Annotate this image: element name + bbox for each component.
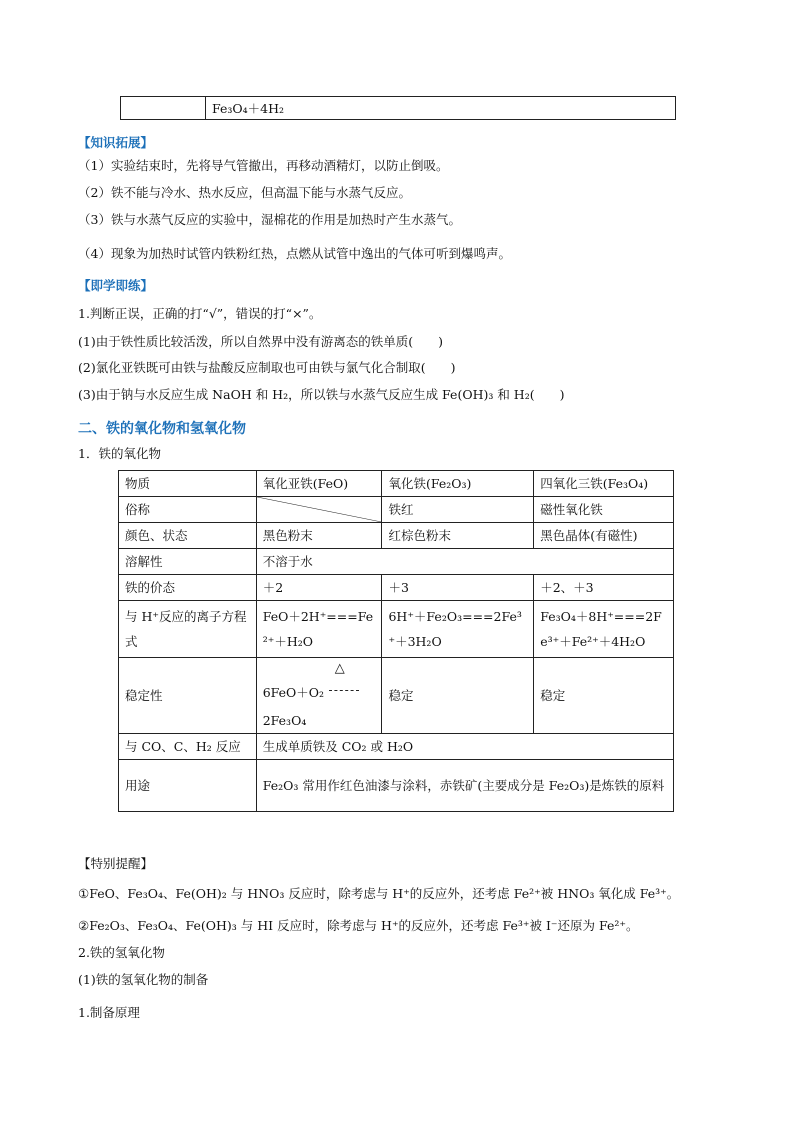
hydroxide-title: 2.铁的氢氧化物 bbox=[78, 945, 165, 960]
knowledge-item-2: （2）铁不能与冷水、热水反应，但高温下能与水蒸气反应。 bbox=[78, 185, 411, 200]
cell: ＋3 bbox=[382, 575, 534, 601]
practice-heading: 【即学即练】 bbox=[78, 278, 154, 293]
table-row bbox=[119, 658, 674, 734]
heat-triangle-icon: △ bbox=[334, 660, 345, 676]
cell: 磁性氧化铁 bbox=[534, 497, 674, 523]
reminder-item-2: ②Fe₂O₃、Fe₃O₄、Fe(OH)₃ 与 HI 反应时，除考虑与 H⁺的反应外，还考虑 Fe³⁺被 I⁻还原为 Fe²⁺。 bbox=[78, 918, 639, 933]
header-cell: 物质 bbox=[119, 471, 257, 497]
row-label: 铁的价态 bbox=[119, 575, 257, 601]
row-label: 稳定性 bbox=[119, 658, 257, 734]
header-cell: 四氧化三铁(Fe₃O₄) bbox=[534, 471, 674, 497]
reminder-heading: 【特别提醒】 bbox=[78, 856, 154, 871]
cell: 红棕色粉末 bbox=[382, 523, 534, 549]
cell: ＋2 bbox=[256, 575, 382, 601]
diagonal-line bbox=[257, 497, 382, 522]
reaction-dashed-line bbox=[329, 690, 359, 691]
practice-item-2: (2)氯化亚铁既可由铁与盐酸反应制取也可由铁与氯气化合制取( ) bbox=[78, 360, 456, 375]
knowledge-item-3: （3）铁与水蒸气反应的实验中，湿棉花的作用是加热时产生水蒸气。 bbox=[78, 212, 461, 227]
top-table-right-cell: Fe₃O₄＋4H₂ bbox=[206, 97, 676, 120]
table-row bbox=[119, 523, 674, 549]
practice-item-1: (1)由于铁性质比较活泼，所以自然界中没有游离态的铁单质( ) bbox=[78, 334, 443, 349]
practice-intro: 1.判断正误，正确的打“√”，错误的打“×”。 bbox=[78, 306, 322, 321]
cell: 生成单质铁及 CO₂ 或 H₂O bbox=[256, 734, 673, 760]
cell: 6H⁺＋Fe₂O₃===2Fe³⁺＋3H₂O bbox=[382, 601, 534, 658]
row-label: 俗称 bbox=[119, 497, 257, 523]
cell: 稳定 bbox=[534, 658, 674, 734]
knowledge-item-4: （4）现象为加热时试管内铁粉红热，点燃从试管中逸出的气体可听到爆鸣声。 bbox=[78, 246, 511, 261]
iron-oxide-table bbox=[118, 470, 674, 812]
cell: 黑色粉末 bbox=[256, 523, 382, 549]
table-row bbox=[119, 549, 674, 575]
diagonal-cell bbox=[256, 497, 382, 523]
table-row bbox=[119, 471, 674, 497]
section-title: 二、铁的氧化物和氢氧化物 bbox=[78, 421, 246, 437]
row-label: 颜色、状态 bbox=[119, 523, 257, 549]
reminder-item-1: ①FeO、Fe₃O₄、Fe(OH)₂ 与 HNO₃ 反应时，除考虑与 H⁺的反应外，还考虑 Fe²⁺被 HNO₃ 氧化成 Fe³⁺。 bbox=[78, 886, 680, 901]
practice-item-3: (3)由于钠与水反应生成 NaOH 和 H₂，所以铁与水蒸气反应生成 Fe(OH)₃ 和 H₂( ) bbox=[78, 387, 565, 402]
cell: 稳定 bbox=[382, 658, 534, 734]
row-label: 与 CO、C、H₂ 反应 bbox=[119, 734, 257, 760]
equation-reactants: 6FeO＋O₂ bbox=[262, 684, 325, 700]
table-row bbox=[119, 734, 674, 760]
header-cell: 氧化铁(Fe₂O₃) bbox=[382, 471, 534, 497]
stability-cell bbox=[256, 658, 382, 734]
cell: 黑色晶体(有磁性) bbox=[534, 523, 674, 549]
table-row bbox=[119, 575, 674, 601]
equation-products: 2Fe₃O₄ bbox=[262, 712, 307, 728]
row-label: 用途 bbox=[119, 760, 257, 812]
cell: FeO＋2H⁺===Fe²⁺＋H₂O bbox=[256, 601, 382, 658]
hydroxide-principle: 1.制备原理 bbox=[78, 1005, 140, 1020]
cell: 不溶于水 bbox=[256, 549, 673, 575]
cell: Fe₂O₃ 常用作红色油漆与涂料，赤铁矿(主要成分是 Fe₂O₃)是炼铁的原料 bbox=[256, 760, 673, 812]
knowledge-item-1: （1）实验结束时，先将导气管撤出，再移动酒精灯，以防止倒吸。 bbox=[78, 158, 449, 173]
stability-equation bbox=[262, 660, 376, 728]
row-label: 溶解性 bbox=[119, 549, 257, 575]
cell: 铁红 bbox=[382, 497, 534, 523]
hydroxide-subtitle: (1)铁的氢氧化物的制备 bbox=[78, 972, 209, 987]
cell: ＋2、＋3 bbox=[534, 575, 674, 601]
row-label: 与 H⁺反应的离子方程式 bbox=[119, 601, 257, 658]
knowledge-heading: 【知识拓展】 bbox=[78, 135, 154, 150]
cell: Fe₃O₄＋8H⁺===2Fe³⁺＋Fe²⁺＋4H₂O bbox=[534, 601, 674, 658]
top-table-fragment bbox=[120, 96, 676, 120]
header-cell: 氧化亚铁(FeO) bbox=[256, 471, 382, 497]
table-row bbox=[119, 497, 674, 523]
table-row bbox=[119, 601, 674, 658]
section-subtitle: 1．铁的氧化物 bbox=[78, 446, 161, 461]
table-row bbox=[119, 760, 674, 812]
top-table-left-cell bbox=[121, 97, 206, 120]
